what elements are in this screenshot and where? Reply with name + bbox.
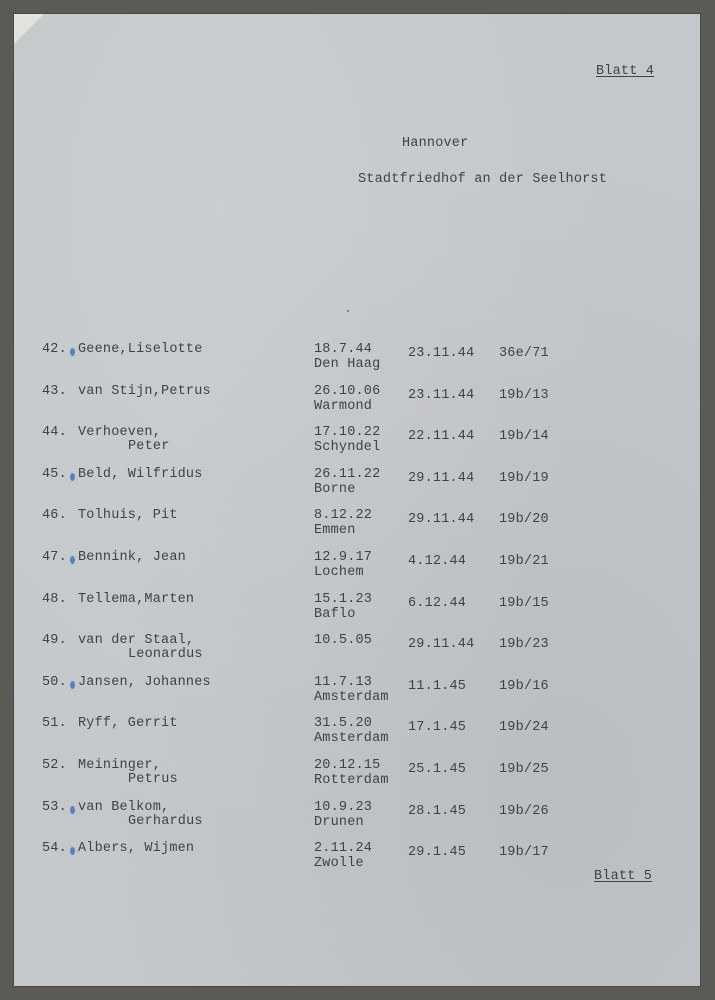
pen-mark-icon (70, 847, 75, 855)
entry-number: 54. (42, 841, 67, 856)
entry-name-continued: Peter (128, 439, 170, 454)
birth-date: 20.12.15 (314, 758, 381, 773)
entry-name-continued: Gerhardus (128, 814, 203, 829)
grave-number: 19b/19 (499, 471, 549, 486)
city-heading: Hannover (402, 136, 469, 151)
pen-mark-icon (70, 348, 75, 356)
paper-sheet (14, 14, 700, 986)
birth-date: 2.11.24 (314, 841, 373, 856)
death-date: 29.1.45 (408, 845, 467, 860)
birth-date: 18.7.44 (314, 342, 373, 357)
birth-date: 10.9.23 (314, 800, 373, 815)
grave-number: 19b/15 (499, 596, 549, 611)
grave-number: 19b/14 (499, 429, 549, 444)
grave-number: 19b/23 (499, 637, 549, 652)
entry-name: Ryff, Gerrit (78, 716, 178, 731)
grave-number: 19b/21 (499, 554, 549, 569)
birth-place: Warmond (314, 399, 373, 414)
death-date: 29.11.44 (408, 637, 475, 652)
death-date: 25.1.45 (408, 762, 467, 777)
birth-date: 8.12.22 (314, 508, 373, 523)
death-date: 23.11.44 (408, 388, 475, 403)
entry-name: van Belkom, (78, 800, 170, 815)
birth-place: Zwolle (314, 856, 364, 871)
birth-date: 15.1.23 (314, 592, 373, 607)
entry-name: Albers, Wijmen (78, 841, 195, 856)
entry-name: Meininger, (78, 758, 162, 773)
entry-name: Verhoeven, (78, 425, 162, 440)
birth-place: Lochem (314, 565, 364, 580)
pen-mark-icon (70, 473, 75, 481)
birth-date: 10.5.05 (314, 633, 373, 648)
entry-name-continued: Leonardus (128, 647, 203, 662)
entry-number: 47. (42, 550, 67, 565)
entry-number: 44. (42, 425, 67, 440)
entry-number: 49. (42, 633, 67, 648)
entry-name: van der Staal, (78, 633, 195, 648)
entry-number: 46. (42, 508, 67, 523)
entry-name: Tolhuis, Pit (78, 508, 178, 523)
entry-number: 48. (42, 592, 67, 607)
folded-corner (14, 14, 44, 44)
grave-number: 19b/24 (499, 720, 549, 735)
death-date: 4.12.44 (408, 554, 467, 569)
pen-mark-icon (70, 806, 75, 814)
death-date: 11.1.45 (408, 679, 467, 694)
birth-place: Rotterdam (314, 773, 389, 788)
birth-place: Amsterdam (314, 690, 389, 705)
grave-number: 19b/17 (499, 845, 549, 860)
grave-number: 19b/16 (499, 679, 549, 694)
pen-mark-icon (70, 556, 75, 564)
entry-number: 51. (42, 716, 67, 731)
entry-name: van Stijn,Petrus (78, 384, 211, 399)
pen-mark-icon (70, 681, 75, 689)
entry-number: 45. (42, 467, 67, 482)
entry-name-continued: Petrus (128, 772, 178, 787)
birth-place: Drunen (314, 815, 364, 830)
entry-number: 50. (42, 675, 67, 690)
birth-date: 11.7.13 (314, 675, 373, 690)
entry-number: 52. (42, 758, 67, 773)
entry-name: Bennink, Jean (78, 550, 186, 565)
death-date: 17.1.45 (408, 720, 467, 735)
death-date: 29.11.44 (408, 512, 475, 527)
grave-number: 36e/71 (499, 346, 549, 361)
paper-speck (347, 310, 349, 312)
birth-date: 31.5.20 (314, 716, 373, 731)
birth-place: Den Haag (314, 357, 381, 372)
entry-name: Geene,Liselotte (78, 342, 203, 357)
grave-number: 19b/20 (499, 512, 549, 527)
grave-number: 19b/26 (499, 804, 549, 819)
birth-place: Emmen (314, 523, 356, 538)
death-date: 29.11.44 (408, 471, 475, 486)
birth-place: Borne (314, 482, 356, 497)
birth-date: 26.11.22 (314, 467, 381, 482)
entry-number: 42. (42, 342, 67, 357)
grave-number: 19b/25 (499, 762, 549, 777)
death-date: 22.11.44 (408, 429, 475, 444)
birth-date: 26.10.06 (314, 384, 381, 399)
next-sheet-number: Blatt 5 (594, 869, 653, 884)
sheet-number: Blatt 4 (596, 64, 655, 79)
death-date: 23.11.44 (408, 346, 475, 361)
death-date: 28.1.45 (408, 804, 467, 819)
birth-place: Baflo (314, 607, 356, 622)
birth-place: Amsterdam (314, 731, 389, 746)
cemetery-heading: Stadtfriedhof an der Seelhorst (358, 172, 608, 187)
death-date: 6.12.44 (408, 596, 467, 611)
birth-place: Schyndel (314, 440, 381, 455)
entry-number: 43. (42, 384, 67, 399)
entry-name: Jansen, Johannes (78, 675, 211, 690)
grave-number: 19b/13 (499, 388, 549, 403)
entry-name: Tellema,Marten (78, 592, 195, 607)
birth-date: 17.10.22 (314, 425, 381, 440)
entry-number: 53. (42, 800, 67, 815)
birth-date: 12.9.17 (314, 550, 373, 565)
entry-name: Beld, Wilfridus (78, 467, 203, 482)
